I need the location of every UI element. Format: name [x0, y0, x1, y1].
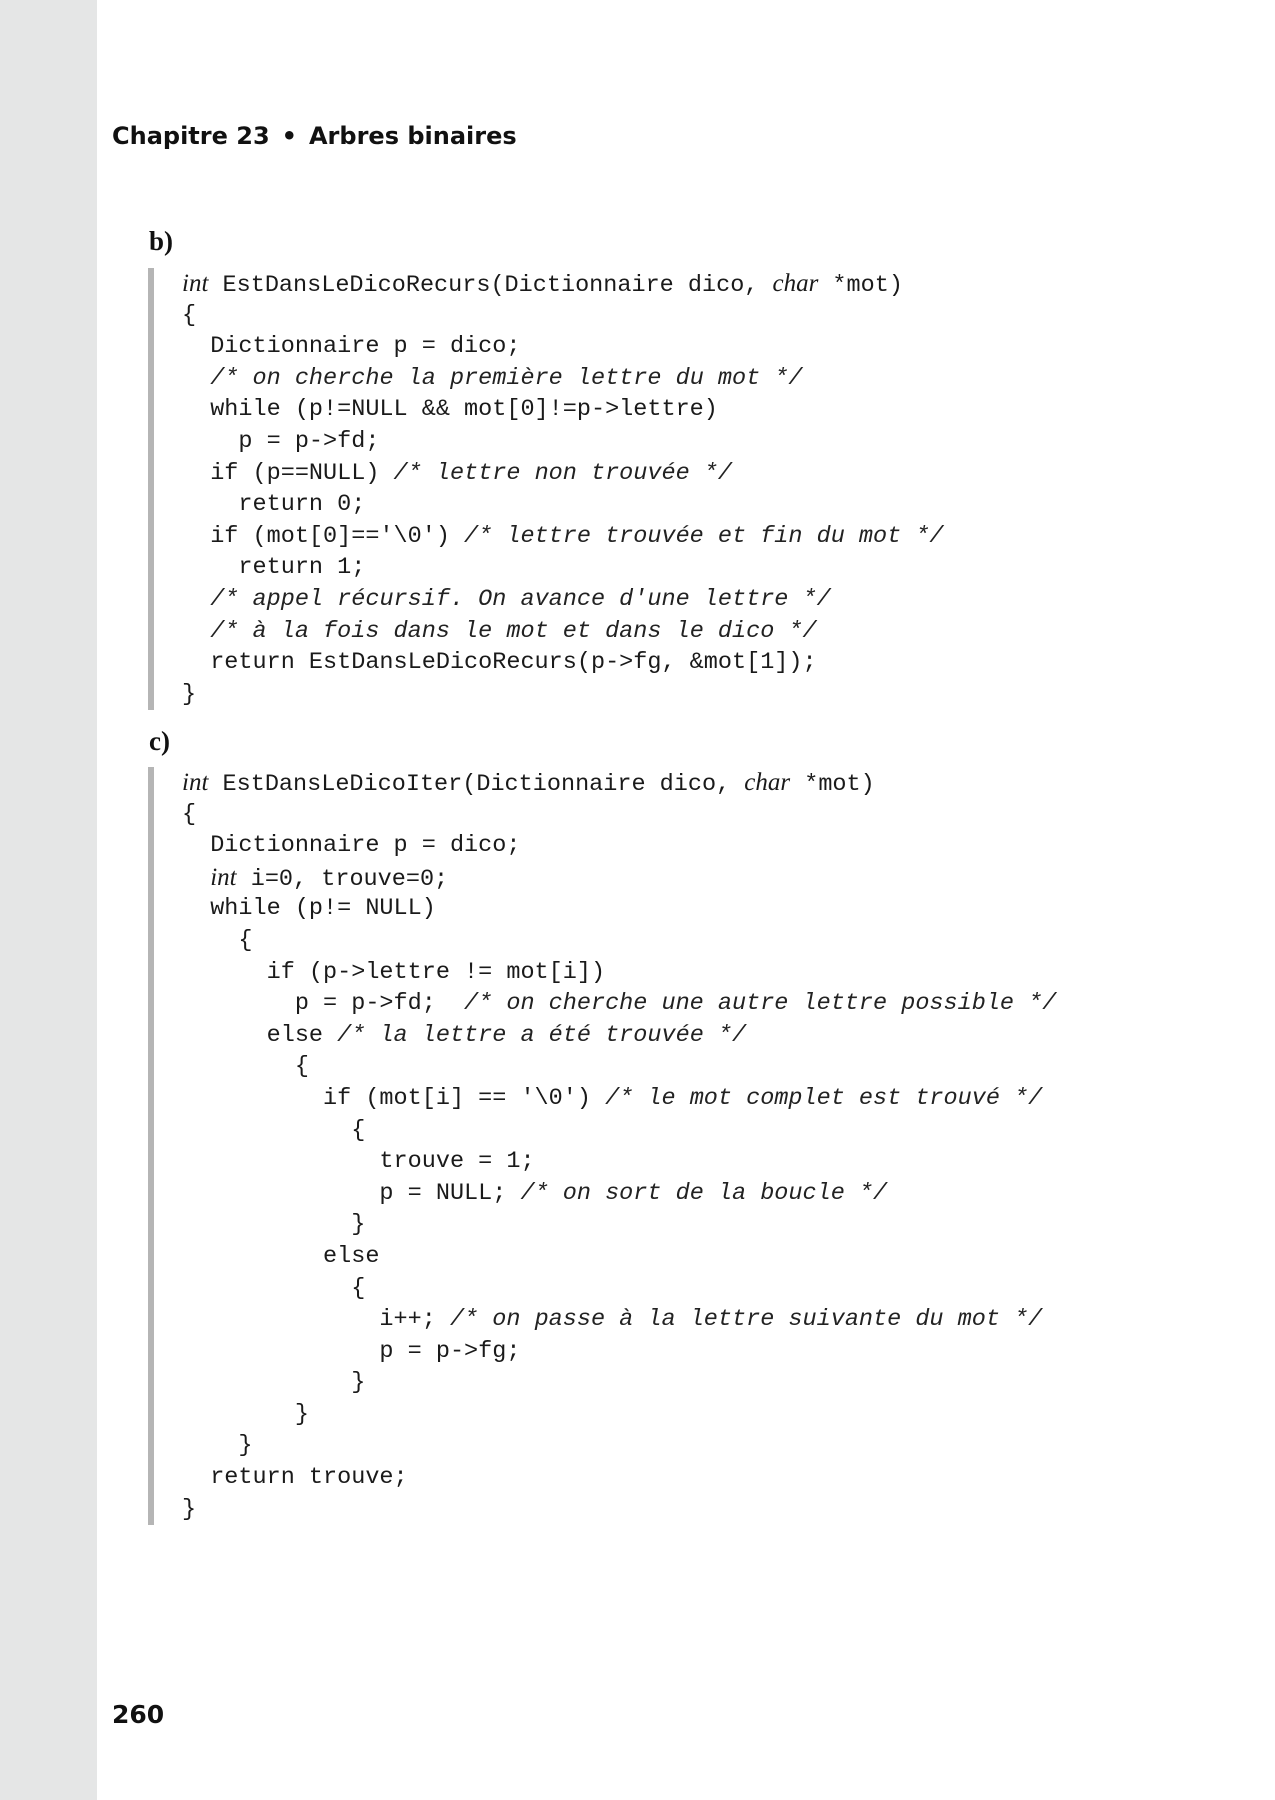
code-type-keyword: int: [182, 270, 209, 297]
code-text: return EstDansLeDicoRecurs(p->fg, &mot[1]);: [182, 649, 817, 677]
code-comment: /* lettre trouvée et fin du mot */: [464, 522, 944, 550]
code-type-keyword: char: [744, 769, 791, 796]
code-line: [182, 1462, 1056, 1494]
code-text: }: [182, 1400, 309, 1428]
code-line: [182, 957, 1056, 989]
code-line: [182, 1051, 1056, 1083]
code-type-keyword: int: [182, 769, 209, 796]
code-line: [182, 1399, 1056, 1431]
code-text: EstDansLeDicoRecurs(Dictionnaire dico,: [208, 272, 773, 299]
code-line: [182, 489, 944, 521]
page-number: 260: [112, 1700, 165, 1729]
code-text: return trouve;: [182, 1464, 408, 1492]
code-line: [182, 1367, 1056, 1399]
code-text: p = p->fd;: [182, 427, 380, 455]
code-line: [182, 616, 944, 648]
code-line: [182, 426, 944, 458]
code-line: [182, 893, 1056, 925]
section-label-c: c): [149, 726, 170, 756]
code-line: [182, 1241, 1056, 1273]
code-text: while (p!=NULL && mot[0]!=p->lettre): [182, 396, 718, 424]
code-text: i=0, trouve=0;: [236, 865, 449, 893]
code-line: [182, 331, 944, 363]
code-line: [182, 767, 1056, 799]
code-text: {: [182, 926, 253, 954]
code-text: trouve = 1;: [182, 1148, 535, 1176]
code-text: }: [182, 1495, 197, 1523]
code-block-recursive: [148, 268, 944, 710]
code-comment: /* on sort de la boucle */: [520, 1179, 888, 1207]
code-line: [182, 1178, 1056, 1210]
code-text: }: [182, 1432, 253, 1460]
code-line: [182, 268, 944, 300]
code-comment: /* la lettre a été trouvée */: [337, 1021, 747, 1049]
section-label-b: b): [149, 226, 174, 256]
code-comment: /* on cherche la première lettre du mot */: [210, 364, 803, 392]
code-text: else: [182, 1021, 338, 1049]
code-line: [182, 394, 944, 426]
code-text: }: [182, 1369, 366, 1397]
code-comment: /* on passe à la lettre suivante du mot */: [449, 1306, 1043, 1334]
code-block-iterative: [148, 767, 1056, 1525]
code-line: [182, 1020, 1056, 1052]
code-line: [182, 1146, 1056, 1178]
code-text: p = NULL;: [182, 1179, 521, 1207]
chapter-title: Arbres binaires: [308, 122, 517, 150]
code-text: return 0;: [182, 491, 366, 519]
code-text: while (p!= NULL): [182, 895, 436, 923]
code-text: p = p->fg;: [182, 1337, 521, 1365]
code-comment: /* le mot complet est trouvé */: [605, 1084, 1043, 1112]
code-line: [182, 830, 1056, 862]
code-comment: /* lettre non trouvée */: [393, 459, 733, 487]
code-text: {: [182, 301, 197, 329]
code-line: [182, 1209, 1056, 1241]
code-line: [182, 458, 944, 490]
code-line: [182, 1430, 1056, 1462]
code-type-keyword: int: [210, 863, 237, 891]
code-text: if (mot[0]=='\0'): [182, 522, 465, 550]
code-comment: /* à la fois dans le mot et dans le dico */: [210, 617, 817, 645]
code-line: [182, 925, 1056, 957]
code-text: [182, 866, 210, 893]
code-text: *mot): [790, 771, 875, 798]
code-text: {: [182, 1274, 366, 1302]
code-text: }: [182, 1211, 366, 1239]
code-line: [182, 584, 944, 616]
code-text: if (mot[i] == '\0'): [182, 1084, 606, 1112]
code-line: [182, 679, 944, 711]
code-text: if (p==NULL): [182, 459, 394, 487]
code-text: {: [182, 1053, 309, 1081]
code-text: return 1;: [182, 554, 366, 582]
code-line: [182, 1115, 1056, 1147]
code-text: p = p->fd;: [182, 990, 465, 1018]
code-text: [182, 365, 210, 392]
code-line: [182, 988, 1056, 1020]
code-line: [182, 1304, 1056, 1336]
code-line: [182, 300, 944, 332]
code-type-keyword: char: [772, 270, 819, 297]
code-text: {: [182, 1116, 366, 1144]
code-text: }: [182, 680, 197, 708]
code-text: Dictionnaire p = dico;: [182, 832, 521, 860]
code-line: [182, 1494, 1056, 1526]
code-comment: /* on cherche une autre lettre possible */: [464, 990, 1057, 1018]
code-line: [182, 862, 1056, 894]
page-margin-band: [0, 0, 97, 1800]
code-line: [182, 552, 944, 584]
code-line: [182, 363, 944, 395]
code-text: EstDansLeDicoIter(Dictionnaire dico,: [208, 771, 745, 798]
code-line: [182, 647, 944, 679]
chapter-number: Chapitre 23: [112, 122, 270, 150]
code-line: [182, 1273, 1056, 1305]
code-text: [182, 618, 210, 645]
header-separator: •: [281, 122, 297, 150]
code-text: [182, 586, 210, 613]
code-text: else: [182, 1242, 380, 1270]
code-line: [182, 799, 1056, 831]
code-text: if (p->lettre != mot[i]): [182, 958, 606, 986]
code-text: {: [182, 800, 197, 828]
code-comment: /* appel récursif. On avance d'une lettre */: [210, 585, 831, 613]
running-head: [112, 122, 517, 150]
code-text: Dictionnaire p = dico;: [182, 333, 521, 361]
code-line: [182, 521, 944, 553]
code-line: [182, 1336, 1056, 1368]
code-line: [182, 1083, 1056, 1115]
code-text: i++;: [182, 1306, 450, 1334]
code-text: *mot): [818, 272, 903, 299]
